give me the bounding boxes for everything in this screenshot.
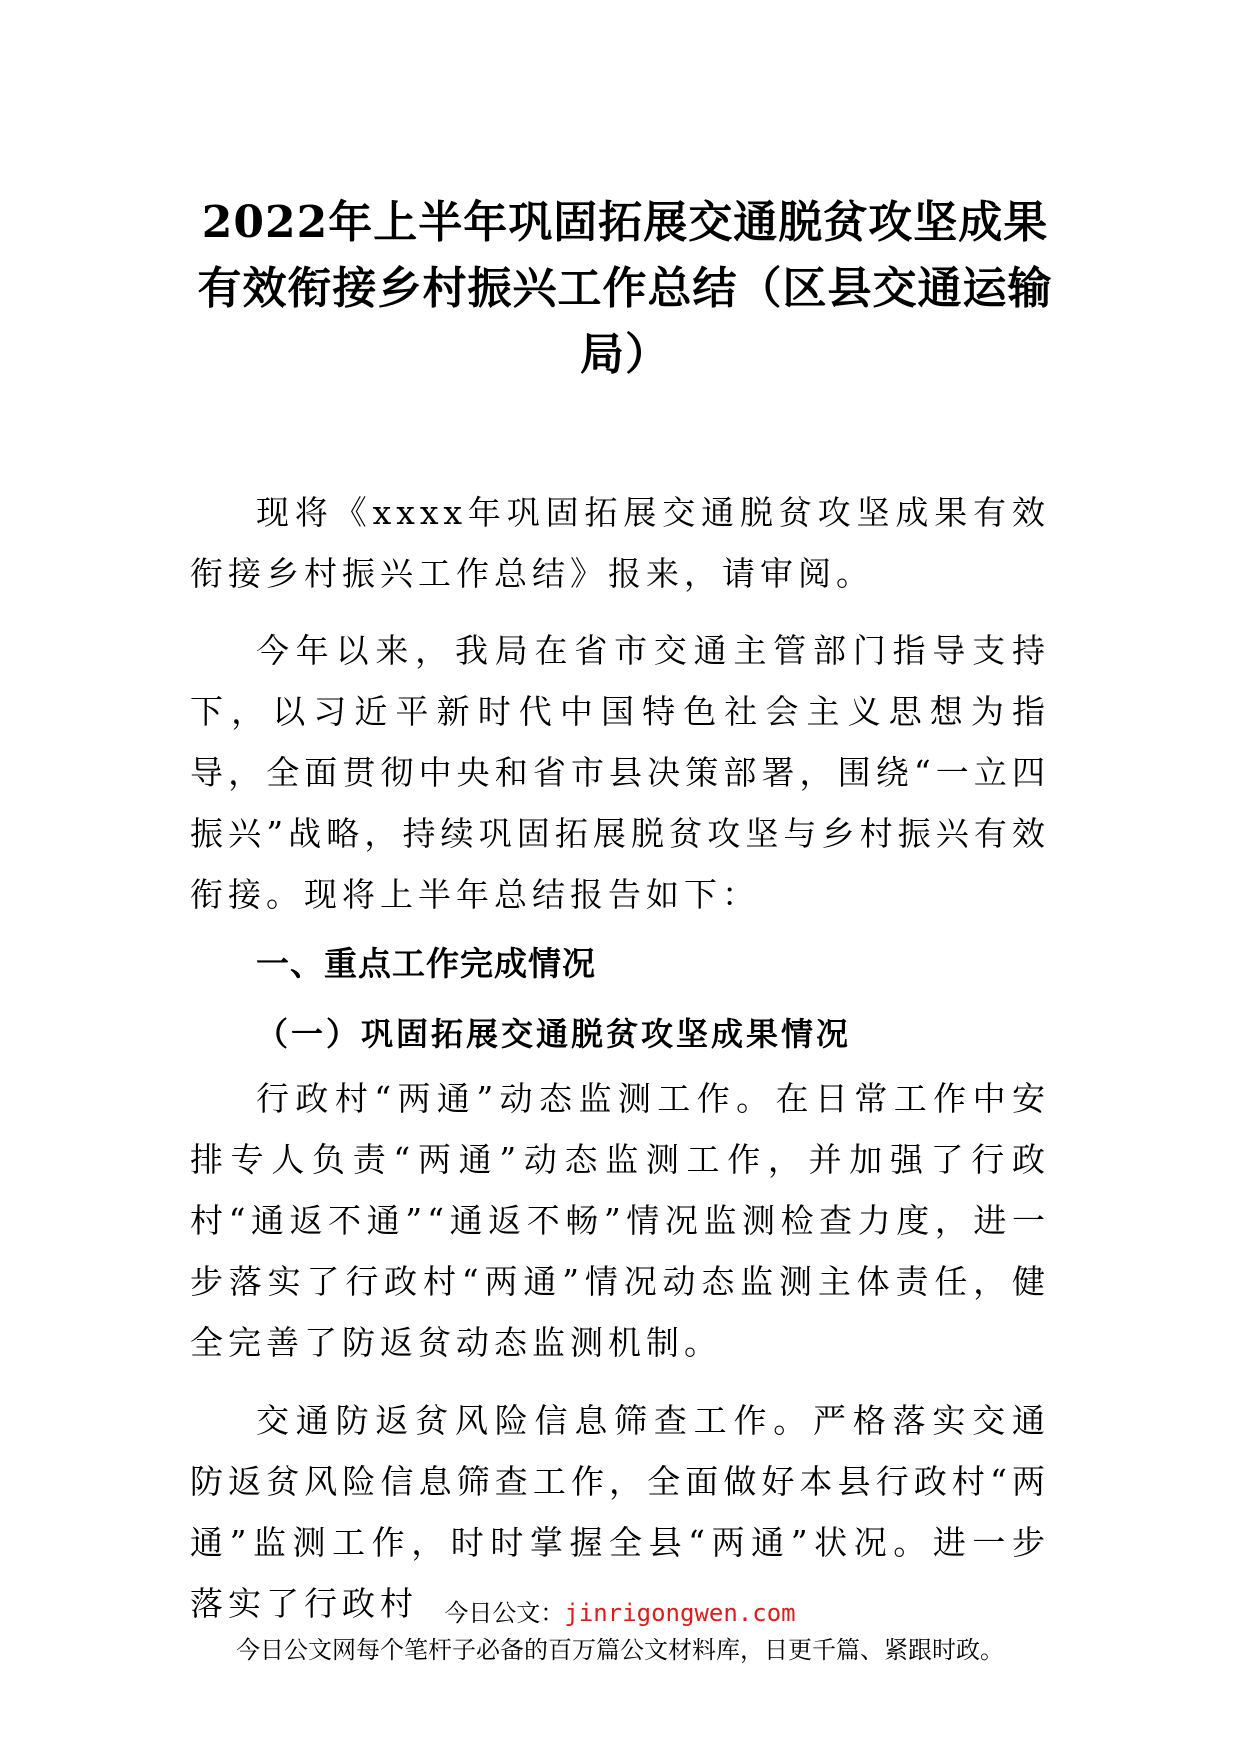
screening-paragraph: 交通防返贫风险信息筛查工作。严格落实交通防返贫风险信息筛查工作，全面做好本县行政村“两通”监测工作，时时掌握全县“两通”状况。进一步落实了行政村 <box>190 1401 1050 1623</box>
monitoring-paragraph: 行政村“两通”动态监测工作。在日常工作中安排专人负责“两通”动态监测工作，并加强了行政村“通返不通”“通返不畅”情况监测检查力度，进一步落实了行政村“两通”情况动态监测主体责任，健全完善了防返贫动态监测机制。 <box>190 1079 1050 1362</box>
overview-paragraph: 今年以来，我局在省市交通主管部门指导支持下，以习近平新时代中国特色社会主义思想为指导，全面贯彻中央和省市县决策部署，围绕“一立四振兴”战略，持续巩固拓展脱贫攻坚与乡村振兴有效衔接。现将上半年总结报告如下： <box>190 631 1050 914</box>
footer-slogan: 今日公文网每个笔杆子必备的百万篇公文材料库，日更千篇、紧跟时政。 <box>236 1636 1004 1664</box>
section-heading-1: 一、重点工作完成情况 <box>256 944 596 983</box>
footer-site-line <box>0 1597 1240 1629</box>
footer-site-url[interactable]: jinrigongwen.com <box>564 1599 796 1627</box>
intro-paragraph: 现将《xxxx年巩固拓展交通脱贫攻坚成果有效衔接乡村振兴工作总结》报来，请审阅。 <box>190 493 1050 593</box>
document-title: 2022年上半年巩固拓展交通脱贫攻坚成果有效衔接乡村振兴工作总结（区县交通运输局） <box>197 197 1053 380</box>
footer-site-label: 今日公文： <box>444 1599 565 1627</box>
subsection-heading-1: （一）巩固拓展交通脱贫攻坚成果情况 <box>256 1015 852 1053</box>
